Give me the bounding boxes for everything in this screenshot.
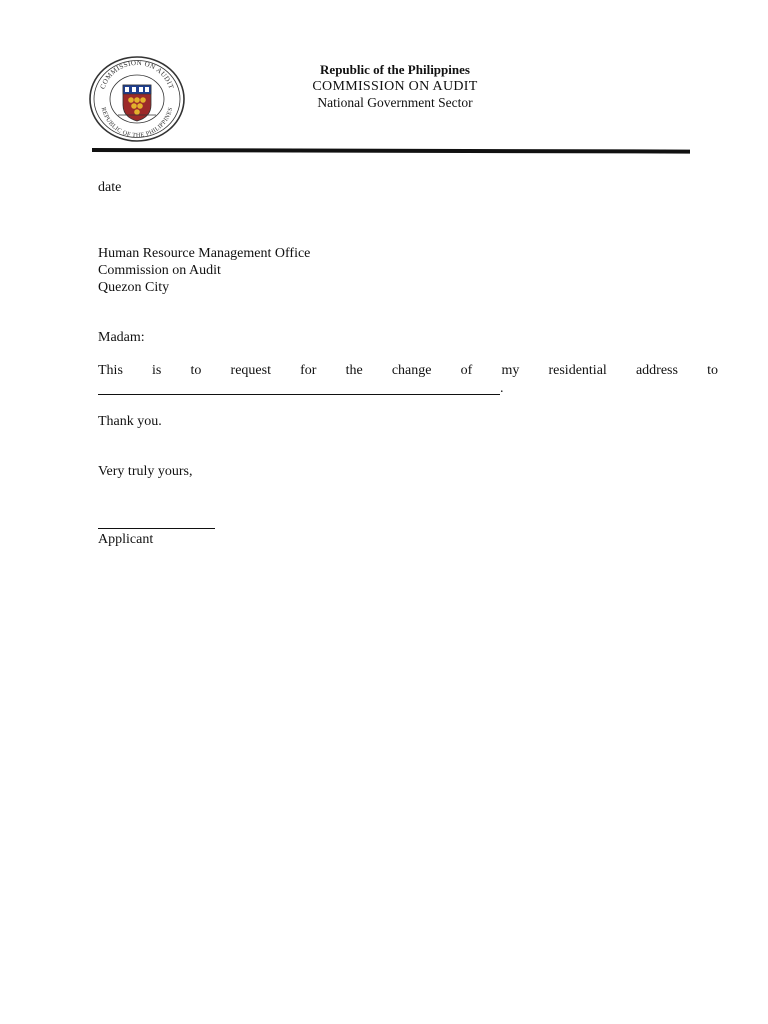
letterhead-agency: COMMISSION ON AUDIT [312,78,478,94]
word: request [230,363,271,378]
coa-seal-icon [88,55,186,143]
word: the [345,363,363,378]
word: to [190,363,202,378]
word: This [98,363,123,378]
salutation: Madam: [98,330,145,345]
word: of [460,363,473,378]
recipient-city: Quezon City [98,280,170,295]
header-rule [92,148,690,154]
signature-label: Applicant [98,532,154,547]
address-blank-line [98,394,500,395]
word: address [635,363,678,378]
word: residential [548,363,607,378]
signature-line [98,528,215,529]
sentence-period: . [500,381,504,396]
letterhead-sector: National Government Sector [317,95,473,110]
letterhead-country: Republic of the Philippines [320,62,470,77]
seal-top-text: COMMISSION ON AUDIT [98,58,176,91]
word: is [152,363,162,378]
request-sentence [98,363,718,379]
word: for [300,363,317,378]
recipient-office: Human Resource Management Office [98,246,311,261]
recipient-agency: Commission on Audit [98,263,221,278]
thanks-line: Thank you. [98,414,162,429]
letterhead [230,62,560,112]
word: my [501,363,520,378]
word: to [707,363,718,378]
date-line: date [98,180,122,195]
word: change [391,363,432,378]
closing-line: Very truly yours, [98,464,193,479]
seal-bottom-text: REPUBLIC OF THE PHILIPPINES [99,106,175,140]
